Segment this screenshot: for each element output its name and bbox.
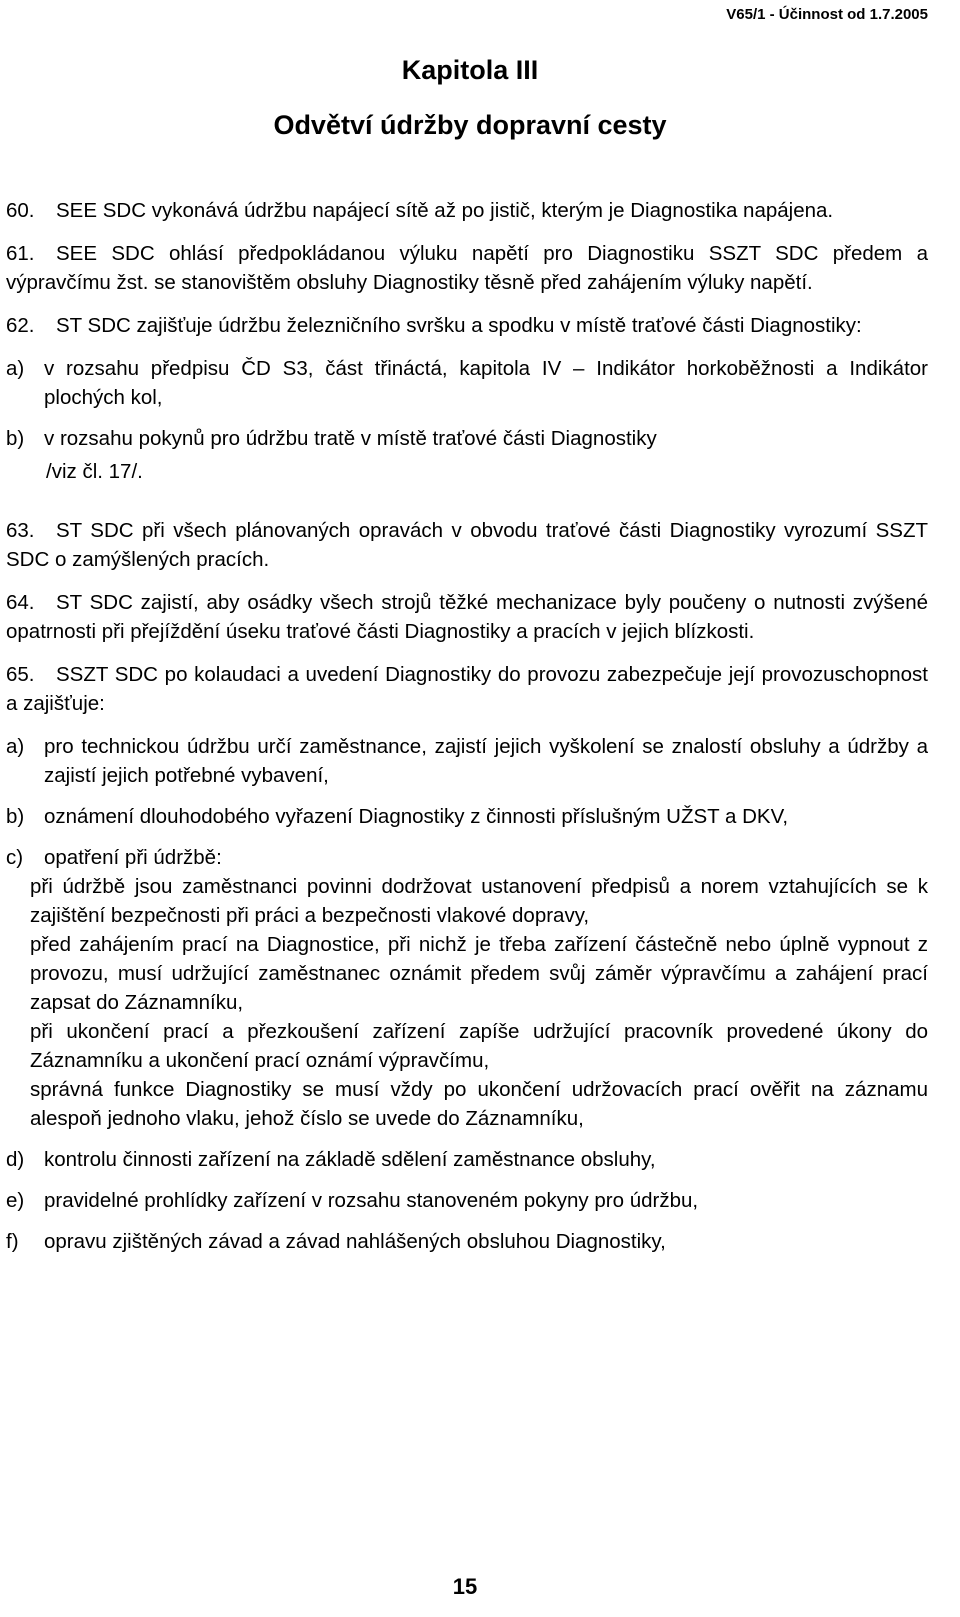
detail-paragraph: správná funkce Diagnostiky se musí vždy po ukončení udržovacích prací ověřit na záznamu alespoň jednoho vlaku, jehož číslo se uvede do Záznamníku, bbox=[30, 1078, 928, 1130]
item-letter: b) bbox=[6, 427, 25, 450]
item-letter: c) bbox=[6, 846, 24, 869]
list-item-65f bbox=[6, 1227, 928, 1256]
section-60 bbox=[6, 196, 928, 225]
item-letter: d) bbox=[6, 1148, 25, 1171]
document-code: V65/1 - Účinnost od 1.7.2005 bbox=[726, 6, 928, 23]
section-text: ST SDC zajistí, aby osádky všech strojů těžké mechanizace byly poučeny o nutnosti zvýšené opatrnosti při přejíždění úseku traťové části Diagnostiky a pracích v jejich blízkosti. bbox=[6, 591, 928, 643]
detail-paragraph: před zahájením prací na Diagnostice, při nichž je třeba zařízení částečně nebo úplně vypnout z provozu, musí udržující zaměstnanec oznámit předem svůj záměr výpravčímu a zahájení prací zapsat do Záznamníku, bbox=[30, 933, 928, 1014]
section-number: 64. bbox=[6, 591, 35, 614]
list-item-65a bbox=[6, 732, 928, 790]
item-text: kontrolu činnosti zařízení na základě sdělení zaměstnance obsluhy, bbox=[44, 1148, 656, 1171]
section-number: 63. bbox=[6, 519, 35, 542]
section-64 bbox=[6, 588, 928, 646]
list-item-65b bbox=[6, 802, 928, 831]
item-text: v rozsahu pokynů pro údržbu tratě v místě traťové části Diagnostiky bbox=[44, 427, 657, 450]
list-item-62b bbox=[6, 424, 928, 453]
item-c-details bbox=[6, 872, 928, 1133]
section-62 bbox=[6, 311, 928, 340]
section-text: SEE SDC vykonává údržbu napájecí sítě až po jistič, kterým je Diagnostika napájena. bbox=[56, 199, 834, 222]
item-text: opatření při údržbě: bbox=[44, 846, 222, 869]
page-number: 15 bbox=[452, 1574, 478, 1599]
item-letter: f) bbox=[6, 1230, 19, 1253]
item-text: opravu zjištěných závad a závad nahlášených obsluhou Diagnostiky, bbox=[44, 1230, 666, 1253]
item-text: v rozsahu předpisu ČD S3, část třináctá, kapitola IV – Indikátor horkoběžnosti a Indikátor plochých kol, bbox=[44, 357, 928, 409]
section-63 bbox=[6, 516, 928, 574]
list-item-65e bbox=[6, 1186, 928, 1215]
section-65 bbox=[6, 660, 928, 718]
section-61 bbox=[6, 239, 928, 297]
item-letter: a) bbox=[6, 735, 25, 758]
item-letter: b) bbox=[6, 805, 25, 828]
section-text: SSZT SDC po kolaudaci a uvedení Diagnostiky do provozu zabezpečuje její provozuschopnost a zajišťuje: bbox=[6, 663, 928, 715]
section-number: 61. bbox=[6, 242, 35, 265]
article-reference: /viz čl. 17/. bbox=[46, 460, 143, 483]
section-text: ST SDC zajišťuje údržbu železničního svršku a spodku v místě traťové části Diagnostiky: bbox=[56, 314, 862, 337]
chapter-subtitle: Odvětví údržby dopravní cesty bbox=[273, 110, 667, 140]
section-number: 65. bbox=[6, 663, 35, 686]
section-text: ST SDC při všech plánovaných opravách v obvodu traťové části Diagnostiky vyrozumí SSZT SDC o zamýšlených pracích. bbox=[6, 519, 928, 571]
chapter-title: Kapitola III bbox=[401, 55, 539, 85]
item-text: oznámení dlouhodobého vyřazení Diagnostiky z činnosti příslušným UŽST a DKV, bbox=[44, 805, 789, 828]
item-letter: a) bbox=[6, 357, 25, 380]
document-body bbox=[6, 196, 928, 1268]
item-letter: e) bbox=[6, 1189, 25, 1212]
section-number: 60. bbox=[6, 199, 35, 222]
detail-paragraph: při ukončení prací a přezkoušení zařízení zapíše udržující pracovník provedené úkony do Záznamníku a ukončení prací oznámí výpravčímu, bbox=[30, 1020, 928, 1072]
detail-paragraph: při údržbě jsou zaměstnanci povinni dodržovat ustanovení předpisů a norem vztahujících se k zajištění bezpečnosti při práci a bezpečnosti vlakové dopravy, bbox=[30, 875, 928, 927]
item-text: pro technickou údržbu určí zaměstnance, zajistí jejich vyškolení se znalostí obsluhy a údržby a zajistí jejich potřebné vybavení, bbox=[44, 735, 928, 787]
section-number: 62. bbox=[6, 314, 35, 337]
list-item-65d bbox=[6, 1145, 928, 1174]
list-item-62a bbox=[6, 354, 928, 412]
list-item-65c bbox=[6, 843, 928, 872]
item-text: pravidelné prohlídky zařízení v rozsahu stanoveném pokyny pro údržbu, bbox=[44, 1189, 699, 1212]
section-text: SEE SDC ohlásí předpokládanou výluku napětí pro Diagnostiku SSZT SDC předem a výpravčímu žst. se stanovištěm obsluhy Diagnostiky těsně před zahájením výluky napětí. bbox=[6, 242, 928, 294]
